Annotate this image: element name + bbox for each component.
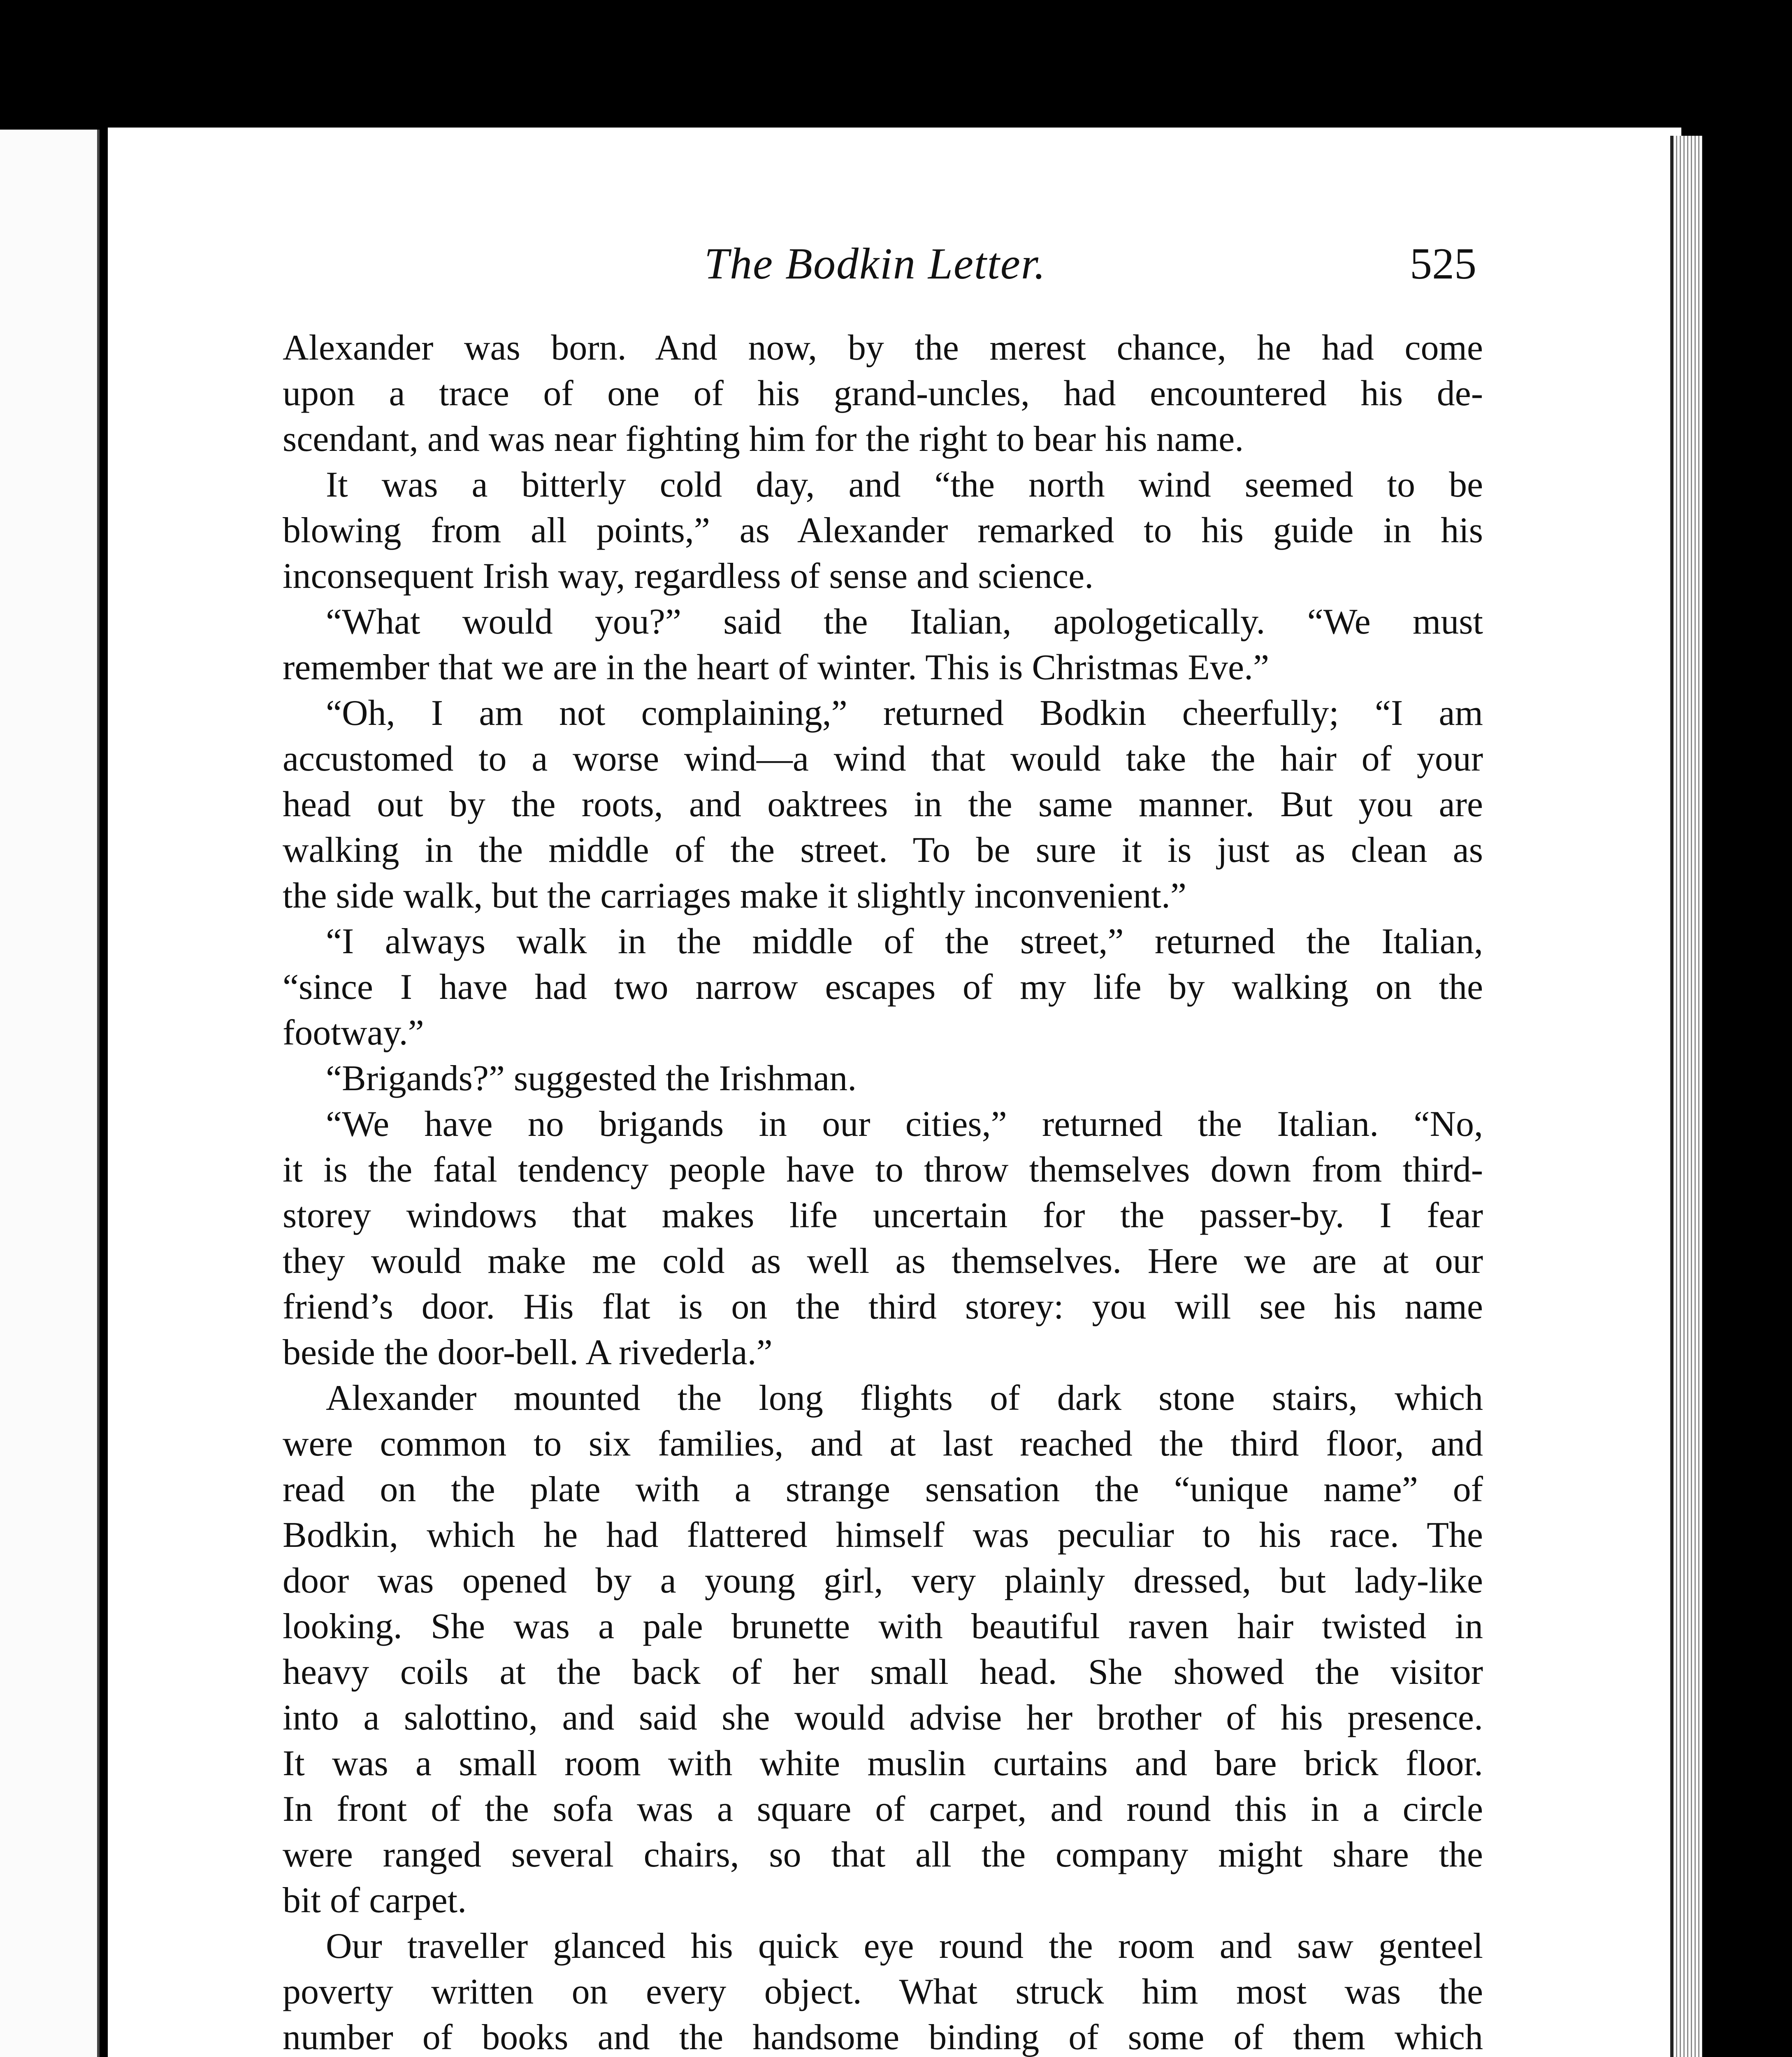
text-line: scendant, and was near fighting him for the right to bear his name. [283,419,1244,459]
text-line: “What would you?” said the Italian, apologetically. “We must [326,602,1483,642]
text-line: Our traveller glanced his quick eye round the room and saw genteel [326,1926,1483,1966]
text-line: “We have no brigands in our cities,” returned the Italian. “No, [326,1104,1483,1144]
text-line: walking in the middle of the street. To be sure it is just as clean as [283,830,1483,870]
text-line: read on the plate with a strange sensation the “unique name” of [283,1470,1483,1509]
text-line: door was opened by a young girl, very plainly dressed, but lady-like [283,1561,1483,1601]
running-head [108,239,1681,296]
text-line: In front of the sofa was a square of carpet, and round this in a circle [283,1789,1483,1829]
text-line: blowing from all points,” as Alexander remarked to his guide in his [283,511,1483,550]
text-line: It was a small room with white muslin curtains and bare brick floor. [283,1744,1483,1783]
text-line: were ranged several chairs, so that all the company might share the [283,1835,1483,1875]
text-line: it is the fatal tendency people have to throw themselves down from third- [283,1150,1483,1190]
text-line: poverty written on every object. What struck him most was the [283,1972,1483,2012]
text-line: friend’s door. His flat is on the third storey: you will see his name [283,1287,1483,1327]
text-line: Bodkin, which he had flattered himself was peculiar to his race. The [283,1515,1483,1555]
text-line: accustomed to a worse wind—a wind that would take the hair of your [283,739,1483,779]
text-line: number of books and the handsome binding of some of them which [283,2018,1483,2057]
text-line: upon a trace of one of his grand-uncles, had encountered his de- [283,374,1483,413]
page-number: 525 [1410,239,1476,288]
text-line: remember that we are in the heart of winter. This is Christmas Eve.” [283,648,1270,687]
text-line: head out by the roots, and oaktrees in the same manner. But you are [283,785,1483,824]
text-line: they would make me cold as well as themselves. Here we are at our [283,1241,1483,1281]
text-line: beside the door-bell. A rivederla.” [283,1333,773,1372]
text-line: looking. She was a pale brunette with beautiful raven hair twisted in [283,1607,1483,1646]
body-text [283,325,1483,2057]
text-line: It was a bitterly cold day, and “the north wind seemed to be [326,465,1483,505]
text-line: “Brigands?” suggested the Irishman. [326,1059,857,1098]
text-line: Alexander mounted the long flights of dark stone stairs, which [326,1378,1483,1418]
text-line: were common to six families, and at last reached the third floor, and [283,1424,1483,1464]
page-edges [1670,136,1702,2057]
text-line: footway.” [283,1013,424,1053]
text-line: storey windows that makes life uncertain for the passer-by. I fear [283,1196,1483,1235]
book-page [108,128,1681,2057]
text-line: inconsequent Irish way, regardless of sense and science. [283,556,1094,596]
text-line: “I always walk in the middle of the street,” returned the Italian, [326,922,1483,961]
text-line: Alexander was born. And now, by the merest chance, he had come [283,328,1483,368]
facing-page-edge [0,130,100,2057]
text-line: heavy coils at the back of her small head. She showed the visitor [283,1652,1483,1692]
text-line: “Oh, I am not complaining,” returned Bodkin cheerfully; “I am [326,693,1483,733]
running-title: The Bodkin Letter. [704,239,1046,288]
text-line: “since I have had two narrow escapes of my life by walking on the [283,967,1483,1007]
text-line: the side walk, but the carriages make it slightly inconvenient.” [283,876,1186,916]
text-line: into a salottino, and said she would advise her brother of his presence. [283,1698,1483,1738]
text-line: bit of carpet. [283,1881,467,1920]
